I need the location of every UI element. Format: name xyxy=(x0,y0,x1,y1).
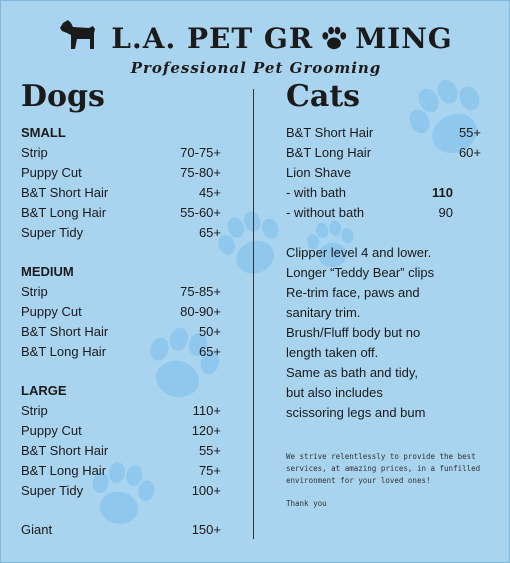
price-row xyxy=(21,322,221,342)
price-row xyxy=(21,461,221,481)
service-label: Strip xyxy=(21,403,48,418)
service-label: Super Tidy xyxy=(21,483,84,498)
service-price: 55+ xyxy=(458,125,481,140)
price-row xyxy=(21,342,221,362)
tagline-note: We strive relentlessly to provide the best services, at amazing prices, in a funfilled environment for your loved ones! xyxy=(286,452,481,485)
price-row xyxy=(21,302,221,322)
service-price: 70-75+ xyxy=(180,145,221,160)
service-price: 120+ xyxy=(191,423,221,438)
size-section-heading: SMALL xyxy=(21,125,66,140)
service-label: B&T Short Hair xyxy=(21,443,109,458)
service-label: Lion Shave xyxy=(286,165,352,180)
paw-print-icon xyxy=(319,26,349,52)
service-price: 75+ xyxy=(198,463,221,478)
service-label: B&T Long Hair xyxy=(21,463,107,478)
thanks-note: Thank you xyxy=(286,499,327,508)
price-row xyxy=(21,421,221,441)
service-price: 100+ xyxy=(191,483,221,498)
note-line: Same as bath and tidy, xyxy=(286,365,419,380)
price-row xyxy=(21,203,221,223)
note-line: Brush/Fluff body but no xyxy=(286,325,421,340)
cats-notes xyxy=(286,243,496,423)
service-price: 55+ xyxy=(198,443,221,458)
service-price: 45+ xyxy=(198,185,221,200)
service-label: B&T Short Hair xyxy=(21,185,109,200)
price-row xyxy=(286,183,481,203)
service-price: 60+ xyxy=(458,145,481,160)
brand-logo xyxy=(1,19,510,59)
service-price: 65+ xyxy=(198,344,221,359)
note-line: Clipper level 4 and lower. xyxy=(286,245,432,260)
price-row xyxy=(286,163,481,183)
service-label: Giant xyxy=(21,522,53,537)
column-divider xyxy=(253,89,254,539)
cats-price-list xyxy=(286,123,481,223)
price-row xyxy=(21,143,221,163)
service-price: 150+ xyxy=(191,522,221,537)
note-line: length taken off. xyxy=(286,345,379,360)
note-line: but also includes xyxy=(286,385,383,400)
note-line: Longer “Teddy Bear” clips xyxy=(286,265,435,280)
service-label: Puppy Cut xyxy=(21,304,82,319)
brand-subtitle: Professional Pet Grooming xyxy=(130,59,382,77)
service-price: 75-85+ xyxy=(180,284,221,299)
size-section-heading: LARGE xyxy=(21,383,67,398)
price-row xyxy=(286,123,481,143)
price-row xyxy=(286,143,481,163)
price-row xyxy=(21,520,221,540)
note-line: Re-trim face, paws and xyxy=(286,285,420,300)
price-row xyxy=(21,223,221,243)
service-label: B&T Long Hair xyxy=(286,145,372,160)
header xyxy=(1,19,510,77)
service-price: 75-80+ xyxy=(180,165,221,180)
service-label: Super Tidy xyxy=(21,225,84,240)
service-label: Puppy Cut xyxy=(21,165,82,180)
brand-name-part2: MING xyxy=(355,22,453,55)
price-row xyxy=(21,401,221,421)
service-label: B&T Short Hair xyxy=(21,324,109,339)
service-price: 55-60+ xyxy=(180,205,221,220)
price-row xyxy=(286,203,481,223)
price-row xyxy=(21,163,221,183)
service-label: B&T Long Hair xyxy=(21,205,107,220)
service-price: 90 xyxy=(438,205,453,220)
service-price: 65+ xyxy=(198,225,221,240)
service-label: B&T Long Hair xyxy=(21,344,107,359)
service-label: Strip xyxy=(21,284,48,299)
service-price: 50+ xyxy=(198,324,221,339)
service-label: Puppy Cut xyxy=(21,423,82,438)
service-label: - with bath xyxy=(286,185,346,200)
dogs-price-list xyxy=(21,123,221,540)
price-row xyxy=(21,282,221,302)
service-label: - without bath xyxy=(286,205,365,220)
dogs-title: Dogs xyxy=(21,79,105,114)
service-label: Strip xyxy=(21,145,48,160)
service-label: B&T Short Hair xyxy=(286,125,374,140)
service-price: 110+ xyxy=(192,403,221,418)
note-line: sanitary trim. xyxy=(286,305,361,320)
service-price: 80-90+ xyxy=(180,304,221,319)
price-row xyxy=(21,183,221,203)
size-section-heading: MEDIUM xyxy=(21,264,74,279)
cats-title: Cats xyxy=(286,79,361,114)
note-line: scissoring legs and bum xyxy=(286,405,426,420)
price-row xyxy=(21,441,221,461)
service-price: 110 xyxy=(432,185,453,200)
brand-name-part1: L.A. PET GR xyxy=(111,22,314,55)
dog-silhouette-icon xyxy=(59,19,99,59)
price-row xyxy=(21,481,221,501)
